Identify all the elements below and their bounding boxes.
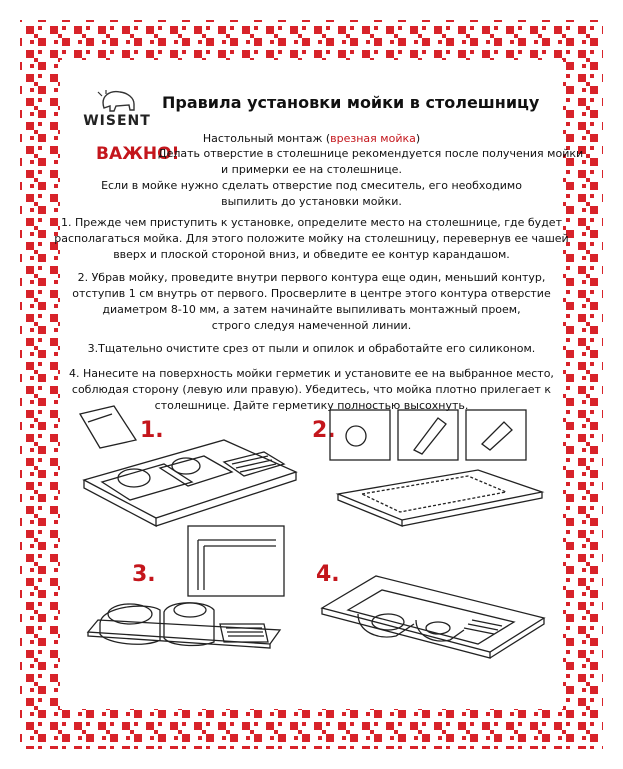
figure-number-4: 4. (316, 562, 340, 587)
step-2-line-2: отступив 1 см внутрь от первого. Просверлите в центре этого контура отверстие (72, 287, 551, 300)
important-line-3: Если в мойке нужно сделать отверстие под смеситель, его необходимо (101, 179, 522, 192)
bison-icon (76, 86, 158, 116)
important-label: ВАЖНО! (96, 144, 180, 164)
brand-name: WISENT (83, 113, 151, 129)
step-2-line-1: 2. Убрав мойку, проведите внутри первого контура еще один, меньший контур, (77, 271, 546, 284)
step-4-line-1: 4. Нанесите на поверхность мойки герметик и установите ее на выбранное место, (69, 367, 554, 380)
figure-number-2: 2. (312, 418, 336, 443)
step-2-line-4: строго следуя намеченной линии. (211, 319, 412, 332)
step-4-line-2: соблюдая сторону (левую или правую). Убедитесь, что мойка плотно прилегает к (71, 383, 552, 396)
step-1-line-1: 1. Прежде чем приступить к установке, определите место на столешнице, где будет (61, 216, 562, 229)
figure-number-1: 1. (140, 418, 164, 443)
step-4-illustration (318, 574, 548, 674)
important-line-4: выпилить до установки мойки. (221, 195, 402, 208)
page-title: Правила установки мойки в столешницу (162, 93, 540, 112)
brand-logo (76, 86, 158, 134)
figure-number-3: 3. (132, 562, 156, 587)
important-line-1: Делать отверстие в столешнице рекомендуется после получения мойки (158, 147, 584, 160)
subtitle: Настольный монтаж (врезная мойка) (202, 132, 421, 145)
step-3-line-1: 3.Тщательно очистите срез от пыли и опилок и обработайте его силиконом. (87, 342, 536, 355)
step-3-illustration (86, 524, 286, 684)
step-1-line-2: располагаться мойка. Для этого положите мойку на столешницу, перевернув ее чашей (54, 232, 569, 245)
step-4-line-3: столешнице. Дайте герметику полностью высохнуть. (154, 399, 469, 412)
important-line-2: и примерки ее на столешнице. (221, 163, 402, 176)
step-1-illustration (74, 400, 304, 530)
step-2-line-3: диаметром 8-10 мм, а затем начинайте выпиливать монтажный проем, (102, 303, 521, 316)
step-1-line-3: вверх и плоской стороной вниз, и обведите ее контур карандашом. (113, 248, 510, 261)
step-2-illustration (328, 404, 548, 534)
